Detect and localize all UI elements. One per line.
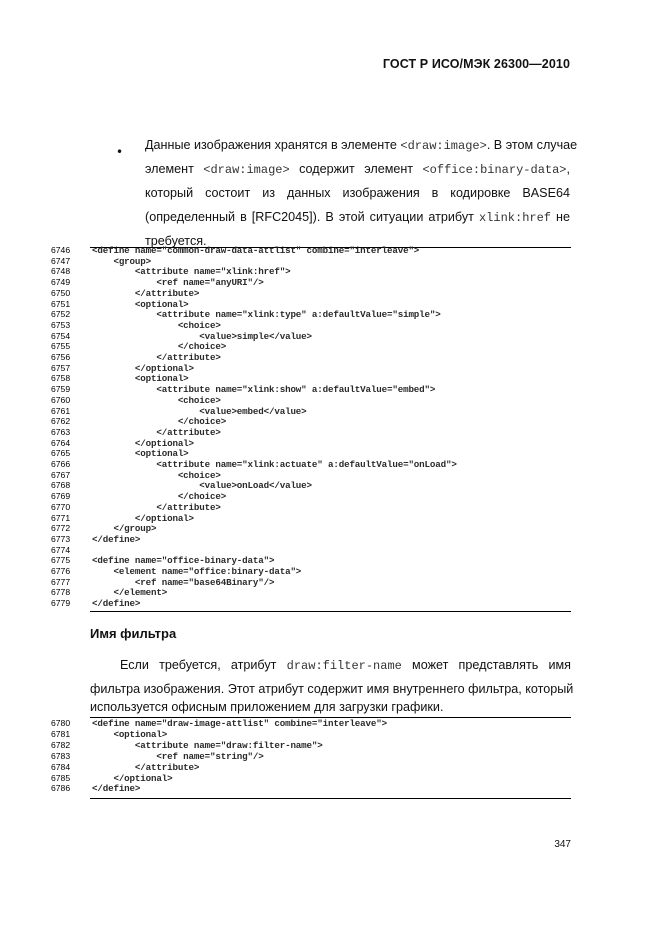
line-number: 6783 [51, 750, 71, 761]
line-number: 6770 [51, 501, 71, 512]
code-draw-image: <draw:image> [400, 139, 487, 153]
code-line [0, 427, 661, 438]
code-text: <choice> [92, 394, 221, 406]
line-number: 6784 [51, 761, 71, 772]
code-text: </attribute> [92, 352, 221, 363]
line-number: 6755 [51, 341, 71, 352]
code-text: </optional> [92, 772, 173, 784]
code-line [0, 288, 661, 299]
code-text: <choice> [92, 469, 221, 481]
line-number: 6749 [51, 277, 71, 288]
line-number: 6773 [51, 533, 71, 544]
code-line [0, 534, 661, 545]
line-number: 6758 [51, 373, 71, 384]
line-number: 6776 [51, 566, 71, 576]
code-line [0, 480, 661, 491]
line-number: 6757 [51, 362, 71, 373]
code-text: </attribute> [92, 287, 200, 299]
code-text: <element name="office:binary-data"> [92, 566, 302, 577]
line-number: 6780 [51, 718, 71, 728]
line-number: 6786 [51, 783, 71, 794]
code-line [0, 773, 661, 784]
code-line [0, 384, 661, 395]
code-text: <choice> [92, 319, 221, 331]
code-text: </attribute> [92, 761, 200, 773]
code-line [0, 566, 661, 577]
code-text: </choice> [92, 341, 227, 353]
bullet-paragraph-line-1: Данные изображения хранятся в элементе <draw:image>. В этом случае [145, 138, 578, 153]
line-number: 6760 [51, 394, 71, 405]
line-number: 6762 [51, 416, 71, 427]
line-number: 6761 [51, 405, 71, 416]
code-text: <ref name="string"/> [92, 750, 264, 762]
line-number: 6748 [51, 266, 71, 277]
code-line [0, 729, 661, 740]
code-text: </choice> [92, 491, 227, 503]
code-text: <attribute name="xlink:type" a:defaultValue="simple"> [92, 309, 441, 321]
line-number: 6768 [51, 480, 71, 491]
code-text: <optional> [92, 728, 168, 740]
code-text: <value>embed</value> [92, 405, 307, 417]
bullet-marker: • [116, 145, 124, 159]
line-number: 6767 [51, 469, 71, 480]
code-text: </optional> [92, 362, 194, 374]
code-line [0, 740, 661, 751]
code-text: <value>onLoad</value> [92, 480, 312, 492]
bullet-paragraph-line-4: (определенный в [RFC2045]). В этой ситуации атрибут xlink:href не [145, 210, 570, 225]
code-line [0, 363, 661, 374]
line-number: 6785 [51, 772, 71, 783]
line-number: 6778 [51, 587, 71, 598]
code-line [0, 555, 661, 566]
line-number: 6781 [51, 728, 71, 739]
line-number: 6763 [51, 426, 71, 437]
code-text: </define> [92, 783, 141, 795]
code-text: <attribute name="xlink:actuate" a:defaultValue="onLoad"> [92, 459, 457, 470]
code-line [0, 309, 661, 320]
code-line [0, 352, 661, 363]
code-text: </attribute> [92, 426, 221, 438]
code-line [0, 277, 661, 288]
code-line [0, 783, 661, 794]
line-number: 6779 [51, 598, 71, 609]
line-number: 6753 [51, 319, 71, 330]
code-text: <optional> [92, 448, 189, 460]
line-number: 6782 [51, 739, 71, 750]
code-line [0, 416, 661, 427]
code-text: <define name="common-draw-data-attlist" combine="interleave"> [92, 245, 420, 256]
line-number: 6759 [51, 384, 71, 395]
code-block-2-bottom-rule [90, 798, 571, 799]
line-number: 6754 [51, 330, 71, 341]
code-text: <ref name="anyURI"/> [92, 277, 264, 289]
code-text: <attribute name="xlink:show" a:defaultValue="embed"> [92, 384, 436, 396]
code-text: <group> [92, 255, 151, 267]
code-line [0, 266, 661, 277]
line-number: 6771 [51, 512, 71, 523]
line-number: 6764 [51, 437, 71, 448]
line-number: 6751 [51, 298, 71, 309]
code-text: </define> [92, 598, 141, 610]
code-draw-image: <draw:image> [203, 163, 290, 177]
code-line [0, 320, 661, 331]
code-line [0, 577, 661, 588]
bullet-paragraph-line-5: требуется. [145, 234, 207, 248]
code-line [0, 587, 661, 598]
line-number: 6774 [51, 544, 71, 555]
line-number: 6746 [51, 245, 71, 255]
filter-paragraph-line-2: фильтра изображения. Этот атрибут содержит имя внутреннего фильтра, который [90, 682, 574, 696]
line-number: 6775 [51, 555, 71, 566]
code-draw-filter-name: draw:filter-name [286, 659, 402, 673]
code-line [0, 341, 661, 352]
code-text: <optional> [92, 373, 189, 385]
code-line [0, 718, 661, 729]
line-number: 6777 [51, 576, 71, 587]
line-number: 6752 [51, 309, 71, 320]
code-line [0, 256, 661, 267]
code-text: </element> [92, 587, 168, 599]
filter-paragraph-line-1: Если требуется, атрибут draw:filter-name может представлять имя [120, 658, 571, 673]
code-line [0, 598, 661, 609]
code-xlink-href: xlink:href [478, 211, 551, 225]
code-line [0, 373, 661, 384]
code-block-1-bottom-rule [90, 611, 571, 612]
line-number: 6756 [51, 352, 71, 362]
line-number: 6769 [51, 491, 71, 502]
code-line [0, 299, 661, 310]
code-line [0, 513, 661, 524]
code-text: </choice> [92, 416, 227, 428]
code-text: <ref name="base64Binary"/> [92, 576, 275, 588]
line-number: 6772 [51, 523, 71, 534]
code-line [0, 470, 661, 481]
code-text: <attribute name="draw:filter-name"> [92, 739, 323, 751]
code-text: </optional> [92, 512, 194, 524]
code-line [0, 438, 661, 449]
code-line [0, 502, 661, 513]
code-line [0, 459, 661, 470]
code-line [0, 395, 661, 406]
code-text: <define name="draw-image-attlist" combine="interleave"> [92, 718, 387, 729]
code-line [0, 331, 661, 342]
standard-header: ГОСТ Р ИСО/МЭК 26300—2010 [382, 57, 570, 71]
code-line [0, 751, 661, 762]
code-office-binary-data: <office:binary-data> [422, 163, 567, 177]
page-number: 347 [554, 839, 571, 850]
line-number: 6766 [51, 459, 71, 469]
code-line [0, 406, 661, 417]
code-text: <optional> [92, 298, 189, 310]
code-line [0, 245, 661, 256]
section-heading-filter-name: Имя фильтра [90, 626, 177, 641]
bullet-paragraph-line-2: элемент <draw:image> содержит элемент <office:binary-data>, [145, 162, 570, 177]
code-line [0, 491, 661, 502]
code-text: </attribute> [92, 501, 221, 513]
code-text: </optional> [92, 437, 194, 449]
line-number: 6747 [51, 255, 71, 266]
code-line [0, 448, 661, 459]
code-text: <define name="office-binary-data"> [92, 555, 275, 567]
code-line [0, 523, 661, 534]
code-text: <value>simple</value> [92, 330, 312, 342]
line-number: 6750 [51, 287, 71, 298]
code-text: <attribute name="xlink:href"> [92, 266, 291, 278]
code-line [0, 762, 661, 773]
line-number: 6765 [51, 448, 71, 459]
bullet-paragraph-line-3: который состоит из данных изображения в кодировке BASE64 [145, 186, 570, 200]
code-line [0, 545, 661, 556]
filter-paragraph-line-3: используется офисным приложением для загрузки графики. [90, 700, 444, 714]
code-text: </define> [92, 533, 141, 545]
code-text: </group> [92, 523, 157, 535]
